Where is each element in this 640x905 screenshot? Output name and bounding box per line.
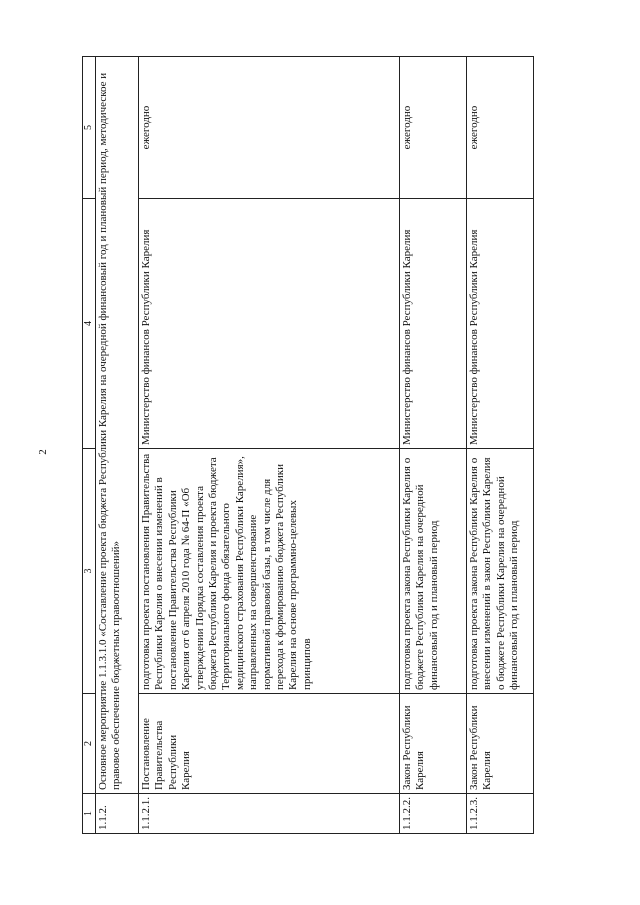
- rotated-table-container: [82, 57, 572, 834]
- header-col-2: 2: [83, 694, 96, 794]
- header-col-3: 3: [83, 449, 96, 694]
- row-executor: Министерство финансов Республики Карелия: [467, 199, 534, 449]
- header-col-5: 5: [83, 57, 96, 199]
- table-row: [467, 57, 534, 834]
- row-doc-type: Закон Республики Карелия: [467, 694, 534, 794]
- header-row: [83, 57, 96, 834]
- row-period: ежегодно: [400, 57, 467, 199]
- row-content: подготовка проекта закона Республики Карелия о внесении изменений в закон Республики Карелия о бюджете Республики Карелия на очередной финансовый год и плановый период: [467, 449, 534, 694]
- table-row: [139, 57, 400, 834]
- row-content: подготовка проекта закона Республики Карелия о бюджете Республики Карелия на очередной финансовый год и плановый период: [400, 449, 467, 694]
- row-doc-type: Закон Республики Карелия: [400, 694, 467, 794]
- row-number: 1.1.2.2.: [400, 794, 467, 834]
- header-col-1: 1: [83, 794, 96, 834]
- main-activity-row: [96, 57, 139, 834]
- table-row: [400, 57, 467, 834]
- row-period: ежегодно: [139, 57, 400, 199]
- row-number: 1.1.2.1.: [139, 794, 400, 834]
- page-number: 2: [36, 449, 49, 455]
- row-executor: Министерство финансов Республики Карелия: [139, 199, 400, 449]
- row-doc-type: Постановление Правительства Республики Карелия: [139, 694, 400, 794]
- row-executor: Министерство финансов Республики Карелия: [400, 199, 467, 449]
- activity-table: [82, 56, 534, 834]
- row-number: 1.1.2.3.: [467, 794, 534, 834]
- main-activity-text: Основное мероприятие 1.1.3.1.0 «Составление проекта бюджета Республики Карелия на очередной финансовый год и плановый период, методическое и правовое обеспечение бюджетных правоотношений»: [96, 57, 139, 794]
- row-content: подготовка проекта постановления Правительства Республики Карелия о внесении изменений в постановление Правительства Республики Карелия от 6 апреля 2010 года № 64-П «Об утверждении Порядка составления проекта бюджета Республики Карелия и проекта бюджета Территориального фонда обязательного медицинского страхования Республики Карелия», направленных на совершенствование нормативной правовой базы, в том числе для перехода к формированию бюджета Республики Карелия на основе программно-целевых принципов: [139, 449, 400, 694]
- main-activity-number: 1.1.2.: [96, 794, 139, 834]
- header-col-4: 4: [83, 199, 96, 449]
- row-period: ежегодно: [467, 57, 534, 199]
